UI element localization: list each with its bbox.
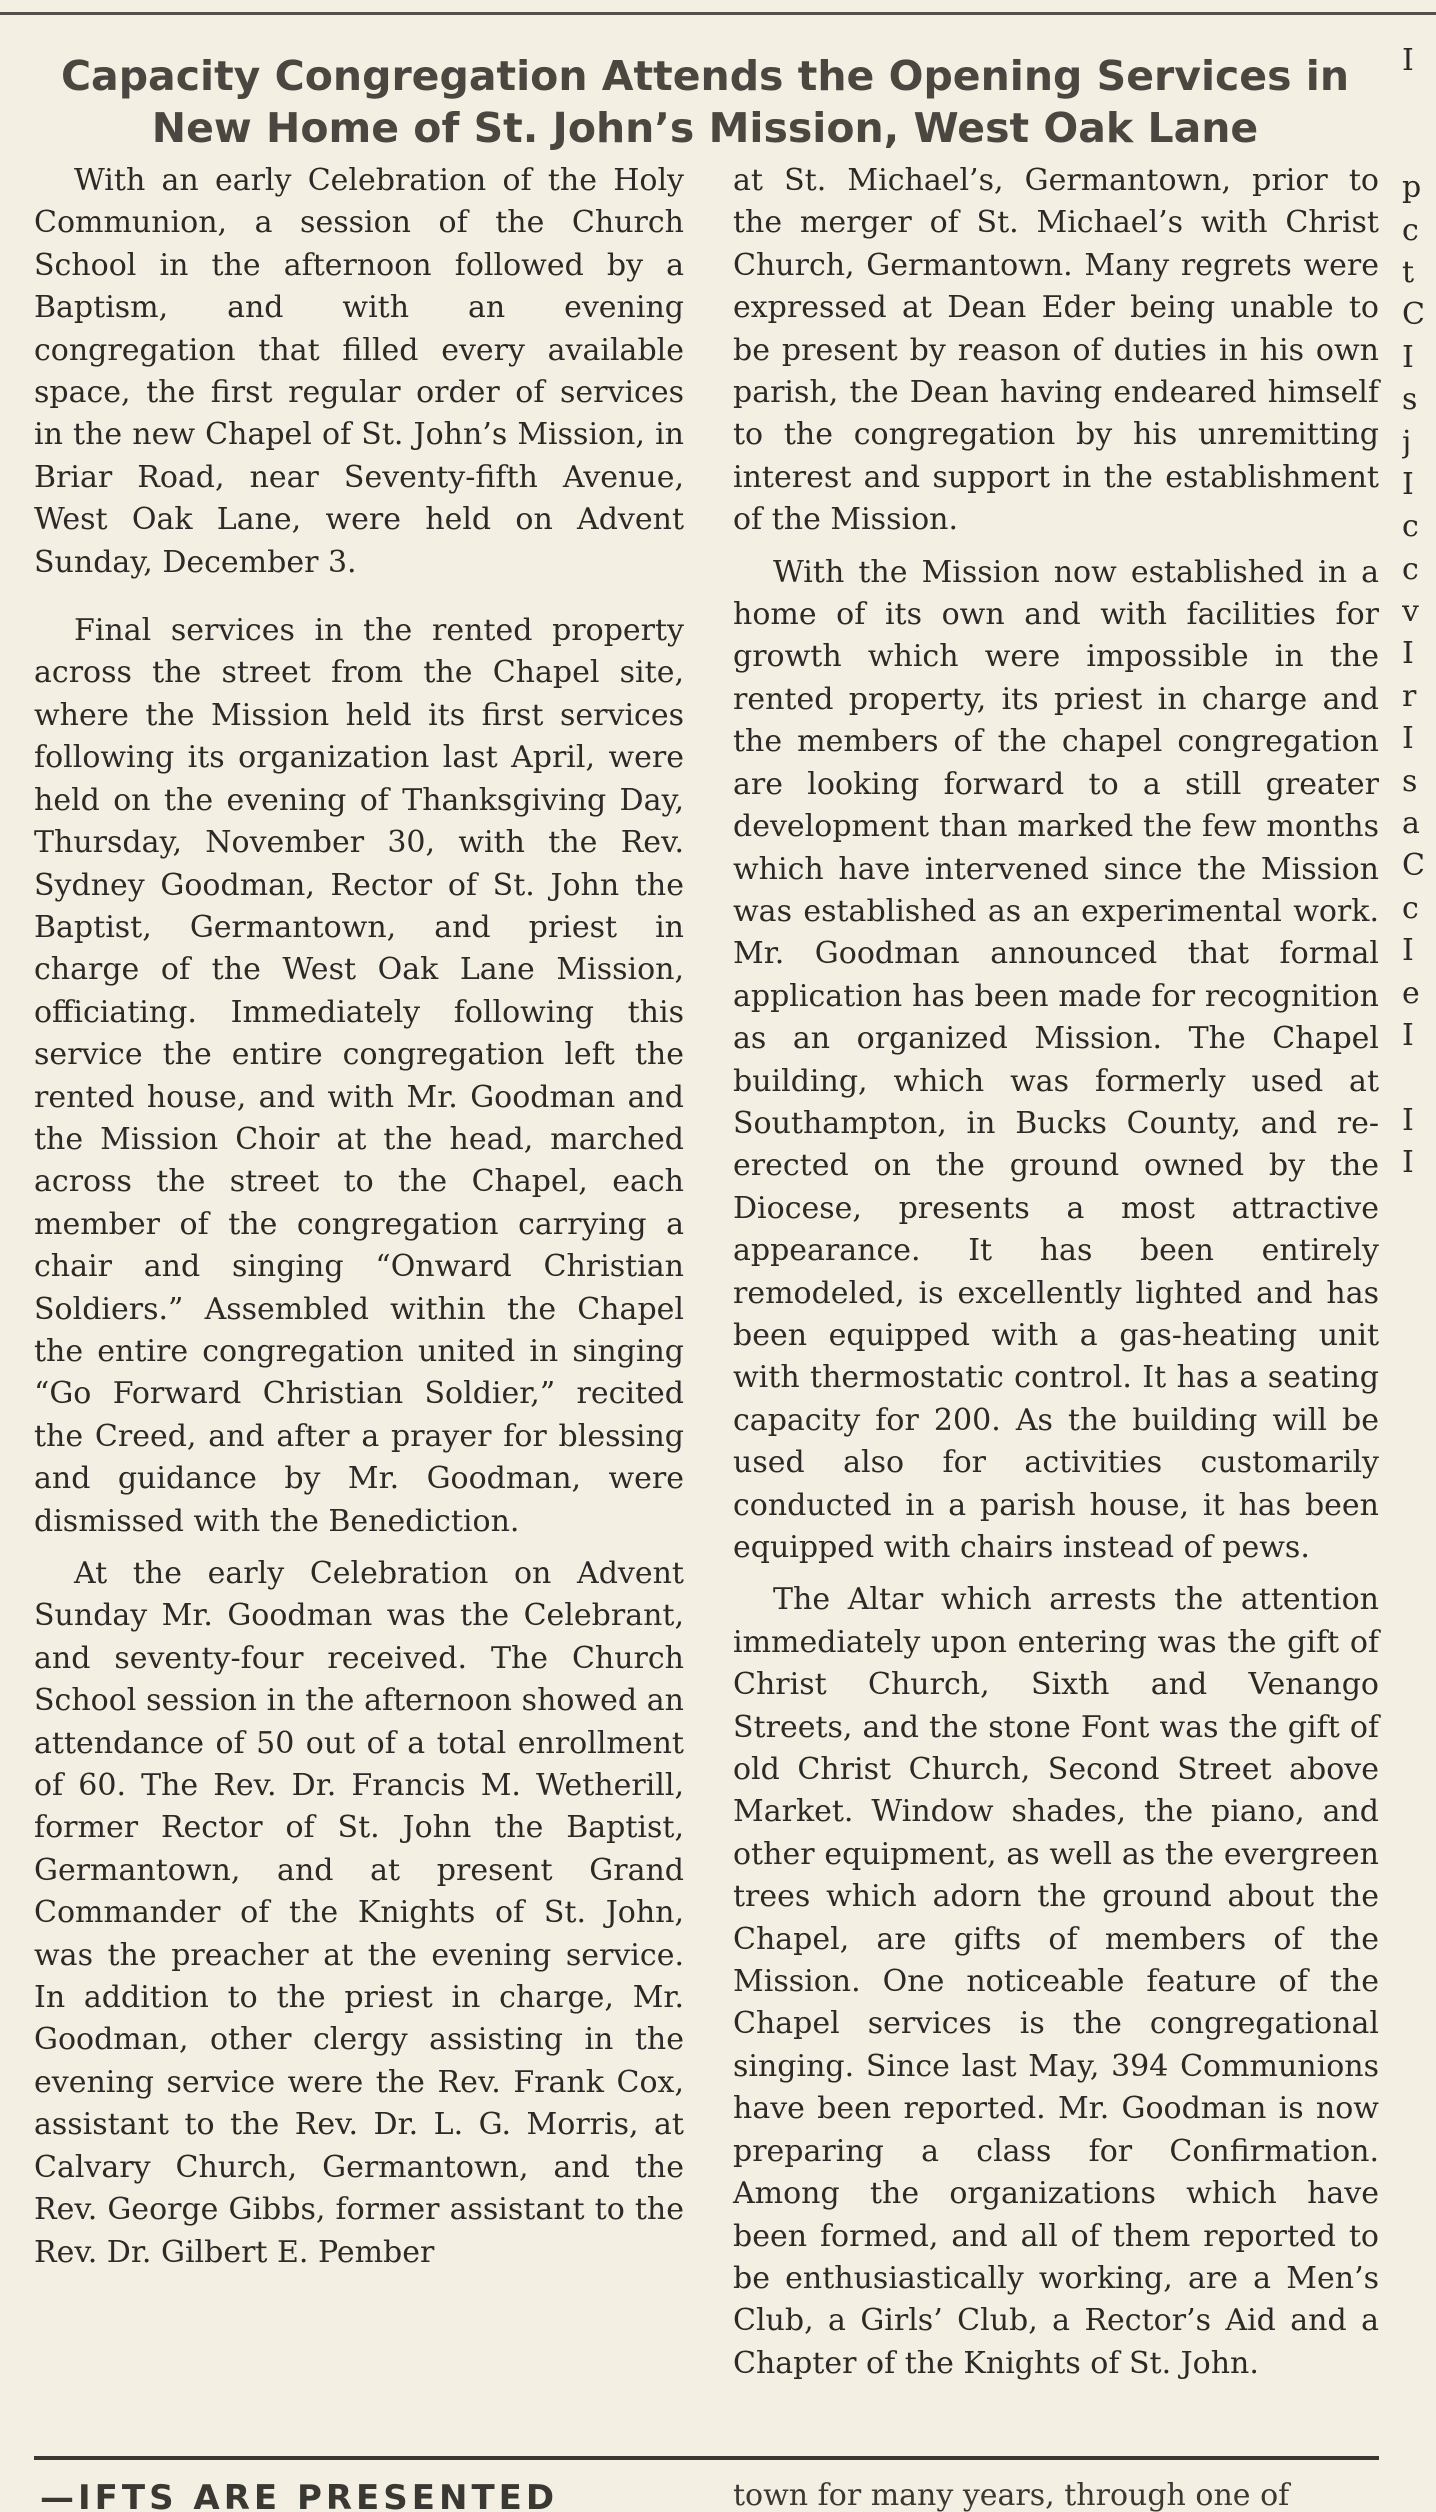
paragraph: With an early Celebration of the Holy Communion, a session of the Church School in the afternoon followed by a Baptism, and with an evening congregation that filled every available space, the first regular order of services in the new Chapel of St. John’s Mission, in Briar Road, near Seventy-fifth Avenue, West Oak Lane, were held on Advent Sunday, December 3. — [34, 163, 684, 580]
edge-letter: s — [1402, 763, 1418, 799]
edge-letter: c — [1402, 212, 1419, 248]
next-heading-fragment: —IFTS ARE PRESENTED — [40, 2478, 559, 2512]
edge-letter: s — [1402, 382, 1418, 418]
edge-letter: c — [1402, 551, 1419, 587]
edge-letter: a — [1402, 806, 1420, 842]
edge-letter — [1402, 82, 1432, 124]
edge-letter: p — [1402, 170, 1422, 206]
adjacent-column-edge — [1402, 40, 1432, 2420]
headline-line-1: Capacity Congregation Attends the Opening Services in — [60, 52, 1350, 100]
edge-letter: r — [1402, 678, 1417, 714]
edge-letter: I — [1402, 1102, 1414, 1138]
right-column — [733, 160, 1379, 2385]
edge-letter: I — [1402, 466, 1414, 502]
edge-letter — [1402, 125, 1432, 167]
edge-letter: e — [1402, 975, 1420, 1011]
paragraph: At the early Celebration on Advent Sunday Mr. Goodman was the Celebrant, and seventy-four received. The Church School session in the afternoon showed an attendance of 50 out of a total enrollment of 60. The Rev. Dr. Francis M. Wetherill, former Rector of St. John the Baptist, Germantown, and at present Grand Commander of the Knights of St. John, was the preacher at the evening service. In addition to the priest in charge, Mr. Goodman, other clergy assisting in the evening service were the Rev. Frank Cox, assistant to the Rev. Dr. L. G. Morris, at Calvary Church, Germantown, and the Rev. George Gibbs, former assistant to the Rev. Dr. Gilbert E. Pember — [34, 1556, 684, 2270]
edge-letter: I — [1402, 1017, 1414, 1053]
paragraph: Final services in the rented property across the street from the Chapel site, where the Mission held its first services following its organization last April, were held on the evening of Thanksgiving Day, Thursday, November 30, with the Rev. Sydney Goodman, Rector of St. John the Baptist, Germantown, and priest in charge of the West Oak Lane Mission, officiating. Immediately following this service the entire congregation left the rented house, and with Mr. Goodman and the Mission Choir at the head, marched across the street to the Chapel, each member of the congregation carrying a chair and singing “Onward Christian Soldiers.” Assembled within the Chapel the entire congregation united in singing “Go Forward Christian Soldier,” recited the Creed, and after a prayer for blessing and guidance by Mr. Goodman, were dismissed with the Benediction. — [34, 613, 684, 1539]
edge-letter: c — [1402, 509, 1419, 545]
edge-letter: I — [1402, 43, 1414, 78]
edge-letter: c — [1402, 890, 1419, 926]
paragraph-continued: at St. Michael’s, Germantown, prior to the merger of St. Michael’s with Christ Church, Germantown. Many regrets were expressed at Dean Eder being unable to be present by reason of duties in his own parish, the Dean having endeared himself to the congregation by his unremitting interest and support in the establishment of the Mission. — [733, 163, 1379, 538]
edge-letter: j — [1402, 424, 1412, 460]
edge-letter: I — [1402, 636, 1414, 672]
edge-letter: C — [1402, 848, 1425, 884]
edge-letter: I — [1402, 721, 1414, 757]
edge-letter: I — [1402, 339, 1414, 375]
edge-letter — [1402, 1057, 1432, 1099]
paragraph: With the Mission now established in a home of its own and with facilities for growth which were impossible in the rented property, its priest in charge and the members of the chapel congregation are looking forward to a still greater development than marked the few months which have intervened since the Mission was established as an experimental work. Mr. Goodman announced that formal application has been made for recognition as an organized Mission. The Chapel building, which was formerly used at Southampton, in Bucks County, and re-erected on the ground owned by the Diocese, presents a most attractive appearance. It has been entirely remodeled, is excellently lighted and has been equipped with a gas-heating unit with thermostatic control. It has a seating capacity for 200. As the building will be used also for activities customarily conducted in a parish house, it has been equipped with chairs instead of pews. — [733, 554, 1379, 1565]
edge-letter: I — [1402, 1145, 1414, 1181]
paragraph: The Altar which arrests the attention immediately upon entering was the gift of Christ Church, Sixth and Venango Streets, and the stone Font was the gift of old Christ Church, Second Street above Market. Window shades, the piano, and other equipment, as well as the evergreen trees which adorn the ground about the Chapel, are gifts of members of the Mission. One noticeable feature of the Chapel services is the congregational singing. Since last May, 394 Communions have been reported. Mr. Goodman is now preparing a class for Confirmation. Among the organizations which have been formed, and all of them reported to be enthusiastically working, are a Men’s Club, a Girls’ Club, a Rector’s Aid and a Chapter of the Knights of St. John. — [733, 1582, 1379, 2381]
next-text-fragment: town for many years, through one of — [733, 2478, 1290, 2512]
article-headline — [20, 50, 1390, 154]
edge-letter: t — [1402, 254, 1415, 290]
headline-line-2: New Home of St. John’s Mission, West Oak Lane — [151, 104, 1259, 152]
edge-letter: v — [1402, 594, 1419, 630]
bottom-rule — [34, 2456, 1379, 2460]
top-rule — [0, 12, 1436, 15]
left-column — [34, 160, 684, 2274]
edge-letter: I — [1402, 933, 1414, 969]
next-article-strip — [0, 2478, 1436, 2512]
edge-letter: C — [1402, 297, 1425, 333]
